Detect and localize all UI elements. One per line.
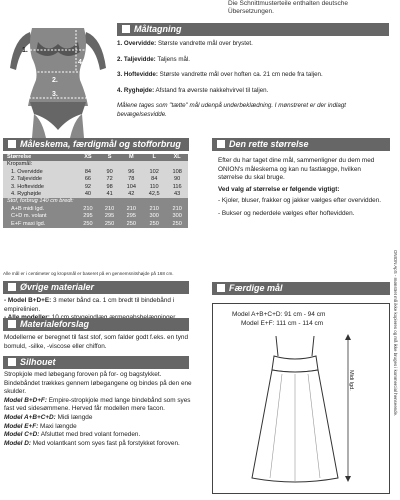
- table-row: Stof, forbrug 140 cm bredt:: [3, 198, 188, 205]
- list-item: Model B+D+F: Empire-stropkjole med lange bindebånd som syes fast ved sidesømmene. Herved får modellen mere facon.: [4, 396, 191, 413]
- copyright-side-text: ONION ApS - mønstret må ikke kopieres og må ikke bruges i kommercial henseende.: [393, 250, 398, 417]
- size-table: [3, 154, 188, 228]
- table-row: 1. Overvidde 84 90 96 102 108: [3, 169, 188, 176]
- figure-number-4: 4.: [78, 59, 84, 66]
- measurement-item: 1. Overvidde: Største vandrette mål over brystet.: [117, 40, 253, 47]
- measurement-note: Målene tages som "tætte" mål udenpå underbeklædning. I mønstreret er der indlagt bevægelsesvidde.: [117, 102, 346, 118]
- measurement-list: [117, 40, 387, 126]
- list-item: - Bukser og nederdele vælges efter hoftevidden.: [218, 209, 355, 217]
- table-row: E+F maxi lgd. 250 250 250 250 250: [3, 221, 188, 228]
- square-icon: [8, 283, 16, 291]
- table-footnote: Alle mål er i centimeter og kropsmål er baseret på en gennemsnitshøjde på 168 cm.: [3, 271, 174, 276]
- fabric-suggestion-text: Modellerne er beregnet til fast stof, som falder godt f.eks. en tynd bomuld, -silke, -viscose eller chiffon.: [4, 334, 189, 350]
- finished-measurements: [232, 311, 325, 328]
- top-note: Die Schnittmusterteile enthalten deutsche Übersetzungen.: [228, 0, 348, 15]
- body-measurement-figure: [2, 20, 114, 138]
- silhouette-intro: Stropkjole med løbegang foroven på for- og bagstykket. Bindebåndet trækkes gennem løbegangene og bindes på den ene skulder.: [4, 371, 192, 396]
- measurement-item: 4. Ryghøjde: Afstand fra øverste nakkehvirvel til taljen.: [117, 86, 269, 94]
- table-row: Kropsmål:: [3, 161, 188, 168]
- maaltagning-header: Måltagning: [117, 23, 389, 36]
- column-header: M: [120, 154, 142, 161]
- column-header: S: [99, 154, 121, 161]
- list-item: Model D: Med volantkant som syes fast på forstykket foroven.: [4, 439, 180, 447]
- list-item: - Kjoler, bluser, frakker og jakker vælges efter overvidden.: [218, 197, 382, 205]
- midi-length-label: Midi lgd.: [348, 370, 354, 391]
- square-icon: [8, 358, 16, 366]
- list-item: - Model B+D+E: 3 meter bånd ca. 1 cm bredt til bindebånd i empirelinien.: [4, 297, 175, 313]
- finished-line: Model E+F: 111 cm - 114 cm: [241, 319, 324, 327]
- figure-number-2: 2.: [52, 77, 58, 84]
- list-item: Model E+F: Maxi længde: [4, 422, 77, 430]
- fabric-suggestion-header: Materialeforslag: [3, 318, 189, 331]
- table-row: 3. Hoftevidde 92 98 104 110 116: [3, 184, 188, 191]
- column-header: L: [142, 154, 166, 161]
- measurement-item: 2. Taljevidde: Taljens mål.: [117, 55, 191, 63]
- finished-line: Model A+B+C+D: 91 cm - 94 cm: [232, 311, 326, 318]
- column-header: Størrelse: [3, 154, 77, 161]
- silhouette-text: [4, 371, 192, 448]
- dress-illustration: [222, 328, 382, 488]
- table-row: 2. Taljevidde 66 72 78 84 90: [3, 176, 188, 183]
- square-icon: [8, 320, 16, 328]
- column-header: XS: [77, 154, 99, 161]
- list-item: Model A+B+C+D: Midi længde: [4, 413, 93, 421]
- table-row: A+B midi lgd. 210 210 210 210 210: [3, 206, 188, 213]
- finished-header: Færdige mål: [212, 282, 390, 295]
- square-icon: [122, 25, 130, 33]
- table-row: C+D m. volant 295 295 295 300 300: [3, 213, 188, 220]
- materials-header: Øvrige materialer: [3, 281, 189, 294]
- right-size-bold: Ved valg af størrelse er følgende vigtigt:: [218, 185, 340, 193]
- right-size-text: [218, 157, 386, 219]
- square-icon: [217, 140, 225, 148]
- table-row: 4. Ryghøjde 40 41 42 42,5 43: [3, 191, 188, 198]
- list-item: Model C+D: Afsluttet med bred volant forneden.: [4, 431, 141, 439]
- square-icon: [8, 140, 16, 148]
- square-icon: [217, 284, 225, 292]
- right-size-header: Den rette størrelse: [212, 138, 390, 151]
- measurement-item: 3. Hoftevidde: Største vandrette mål over hoften ca. 21 cm nede fra taljen.: [117, 71, 323, 78]
- figure-number-1: 1.: [22, 47, 28, 54]
- figure-number-3: 3.: [52, 91, 58, 98]
- right-size-intro: Efter du har taget dine mål, sammenligner du dem med ONION's måleskema og kan nu fastlægge, hvilken størrelse du skal bruge.: [218, 157, 375, 182]
- silhouette-header: Silhouet: [3, 356, 189, 369]
- size-table-header: Måleskema, færdigmål og stofforbrug: [3, 138, 189, 151]
- column-header: XL: [166, 154, 188, 161]
